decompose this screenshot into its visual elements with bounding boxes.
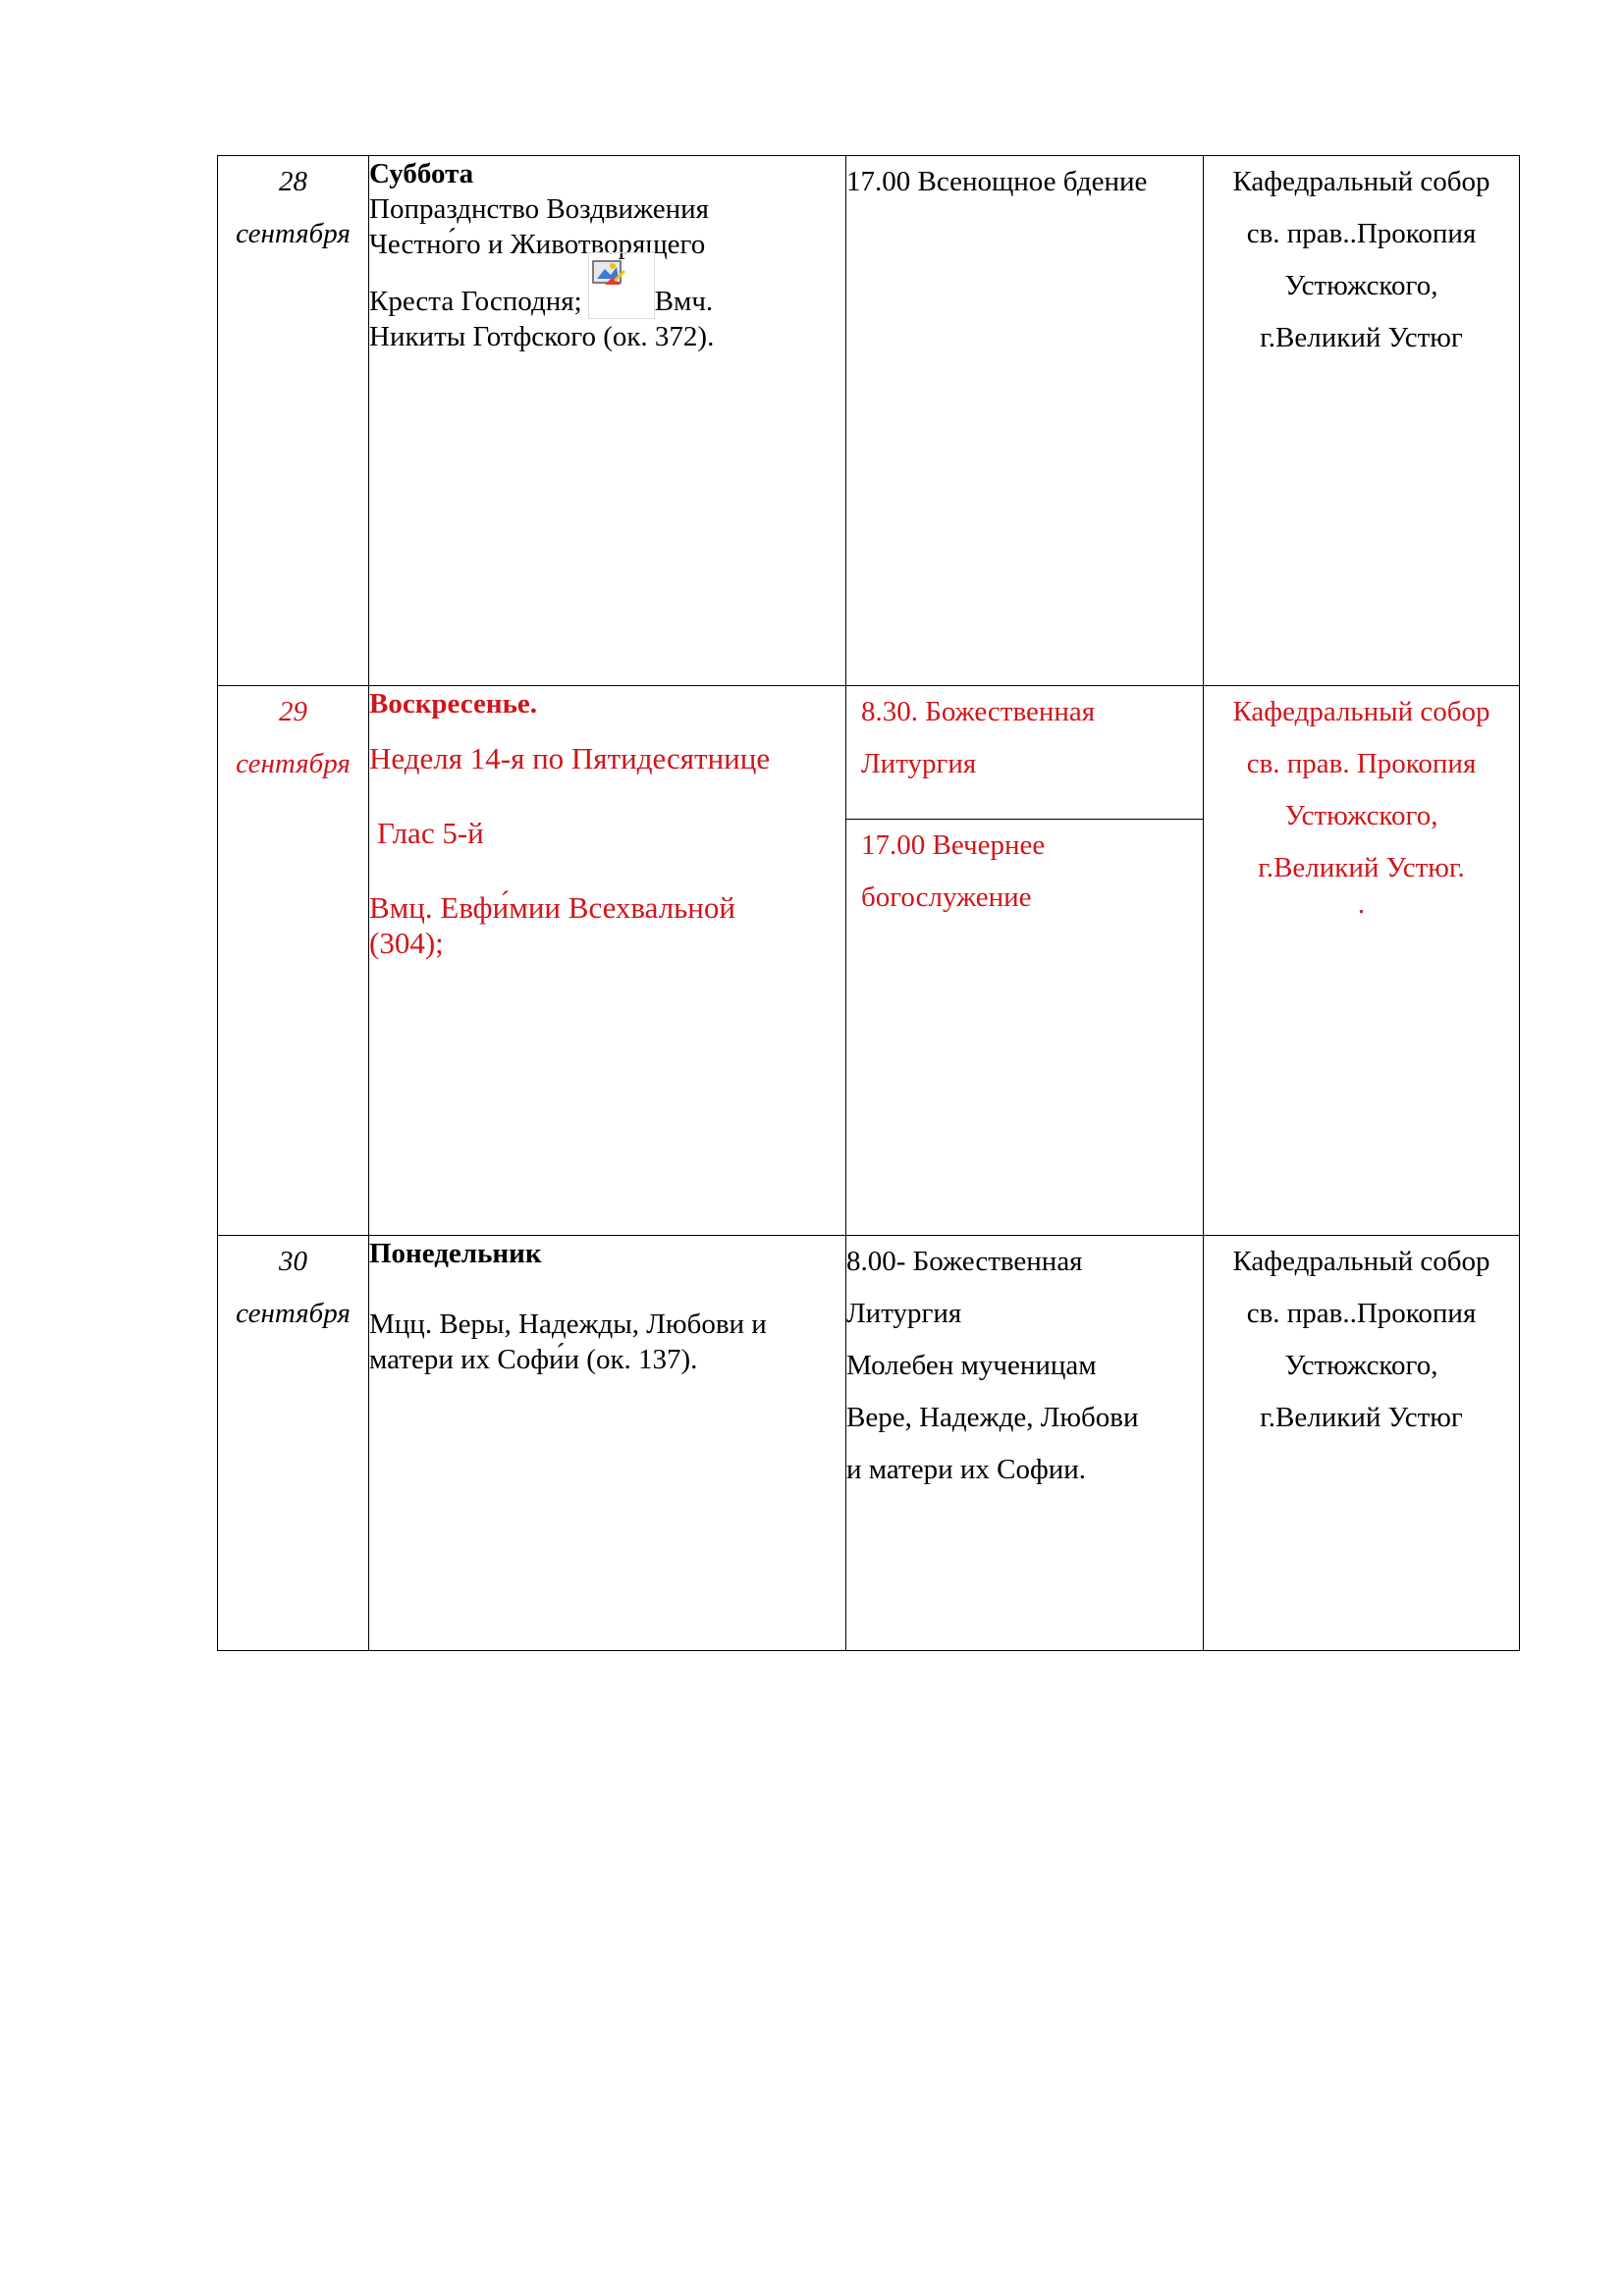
table-row <box>218 1236 1520 1651</box>
place-line: Кафедральный собор <box>1232 1246 1490 1277</box>
tone-line: Глас 5-й <box>377 816 484 850</box>
place-line: . <box>1357 888 1366 920</box>
saint-line: Вмц. Евфи́мии Всехвальной <box>369 890 735 925</box>
feast-description <box>369 156 846 686</box>
feast-line: Попразднство Воздвижения <box>369 193 709 225</box>
service-cell <box>846 1236 1204 1651</box>
weekday-title: Суббота <box>369 158 474 189</box>
broken-image-icon <box>588 252 655 319</box>
saint-line: матери их Софи́и (ок. 137). <box>369 1344 698 1375</box>
place-line: г.Великий Устюг <box>1260 1402 1463 1433</box>
place-line: г.Великий Устюг. <box>1258 852 1465 883</box>
feast-line: Честно́го и Животворящего <box>369 229 706 260</box>
place-line: Устюжского, <box>1284 1350 1438 1381</box>
table-row <box>218 156 1520 686</box>
feast-description <box>369 1236 846 1651</box>
feast-line: Никиты Готфского (ок. 372). <box>369 321 715 352</box>
place-cell <box>1204 156 1520 686</box>
service-cell <box>846 686 1204 1236</box>
date-month: сентября <box>236 748 351 779</box>
weekday-title: Воскресенье. <box>369 688 538 720</box>
place-cell <box>1204 686 1520 1236</box>
place-cell <box>1204 1236 1520 1651</box>
place-line: Устюжского, <box>1284 270 1438 301</box>
service-cell <box>846 156 1204 686</box>
service-line: 8.30. Божественная <box>861 696 1096 727</box>
feast-description <box>369 686 846 1236</box>
week-line: Неделя 14-я по Пятидесятнице <box>369 741 771 775</box>
date-cell <box>218 1236 369 1651</box>
place-line: Кафедральный собор <box>1232 696 1490 727</box>
place-line: св. прав..Прокопия <box>1246 218 1477 249</box>
service-block-morning <box>846 686 1203 820</box>
service-block-evening <box>846 820 1203 924</box>
feast-line: Вмч. <box>654 286 714 317</box>
place-line: св. прав..Прокопия <box>1246 1298 1477 1329</box>
weekday-title: Понедельник <box>369 1238 542 1269</box>
place-line: Кафедральный собор <box>1232 166 1490 197</box>
service-line: и матери их Софии. <box>846 1454 1087 1485</box>
date-month: сентября <box>236 218 351 249</box>
service-line: 17.00 Вечернее <box>861 829 1046 861</box>
schedule-table <box>217 155 1520 1651</box>
place-line: св. прав. Прокопия <box>1246 748 1477 779</box>
service-line: Вере, Надежде, Любови <box>846 1402 1139 1433</box>
service-line: Литургия <box>861 748 977 779</box>
date-cell <box>218 686 369 1236</box>
date-day: 29 <box>279 696 307 727</box>
service-line: Молебен мученицам <box>846 1350 1097 1381</box>
place-line: г.Великий Устюг <box>1260 322 1463 353</box>
service-line: богослужение <box>861 881 1032 913</box>
saint-line: Мцц. Веры, Надежды, Любови и <box>369 1308 767 1340</box>
table-row <box>218 686 1520 1236</box>
feast-line: Креста Господня; <box>369 286 582 317</box>
date-day: 30 <box>279 1246 307 1277</box>
place-line: Устюжского, <box>1284 800 1438 831</box>
date-cell <box>218 156 369 686</box>
date-day: 28 <box>279 166 307 197</box>
service-line: 17.00 Всенощное бдение <box>846 166 1148 197</box>
saint-line: (304); <box>369 926 444 960</box>
service-line: Литургия <box>846 1298 962 1329</box>
date-month: сентября <box>236 1298 351 1329</box>
service-line: 8.00- Божественная <box>846 1246 1083 1277</box>
